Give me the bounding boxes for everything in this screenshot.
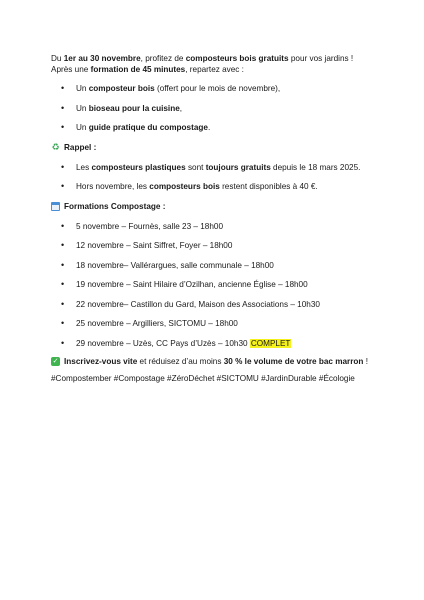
intro-paragraph (51, 53, 381, 75)
list-item: • 29 novembre – Uzès, CC Pays d’Uzès – 10h30 COMPLET (51, 338, 381, 349)
formations-list (51, 221, 381, 349)
list-item: • 22 novembre– Castillon du Gard, Maison des Associations – 10h30 (51, 299, 381, 310)
list-item: • Les composteurs plastiques sont toujours gratuits depuis le 18 mars 2025. (51, 162, 381, 173)
rappel-title: Rappel : (64, 142, 97, 152)
rappel-list (51, 162, 381, 193)
list-item: • 12 novembre – Saint Siffret, Foyer – 18h00 (51, 240, 381, 251)
call-to-action: ✓ Inscrivez-vous vite et réduisez d’au moins 30 % le volume de votre bac marron ! (52, 357, 368, 366)
intro-offer: composteurs bois gratuits (185, 54, 289, 63)
formations-title: Formations Compostage : (64, 201, 166, 211)
intro-training: formation de 45 minutes (90, 65, 186, 74)
list-item: • 18 novembre– Vallérargues, salle communale – 18h00 (51, 260, 381, 271)
intro-text: , repartez avec : (185, 65, 244, 74)
kit-list (51, 83, 381, 133)
list-item: • Hors novembre, les composteurs bois restent disponibles à 40 €. (51, 181, 381, 192)
intro-dates: 1er au 30 novembre (63, 54, 141, 63)
list-item: • 19 novembre – Saint Hilaire d’Ozilhan, ancienne Église – 18h00 (51, 279, 381, 290)
list-item: • Un composteur bois (offert pour le mois de novembre), (51, 83, 381, 94)
rappel-heading (51, 142, 381, 153)
document-page (51, 53, 381, 384)
list-item: • 5 novembre – Fournès, salle 23 – 18h00 (51, 221, 381, 232)
intro-text: Après une (51, 65, 91, 74)
hashtags: #Compostember #Compostage #ZéroDéchet #SICTOMU #JardinDurable #Écologie (51, 374, 355, 383)
list-item: • 25 novembre – Argilliers, SICTOMU – 18h00 (51, 318, 381, 329)
intro-text: pour vos jardins ! (288, 54, 354, 63)
list-item: • Un bioseau pour la cuisine, (51, 103, 381, 114)
recycle-icon: ♻ (51, 141, 60, 152)
list-item: • Un guide pratique du compostage. (51, 122, 381, 133)
intro-text: Du (51, 54, 64, 63)
intro-text: , profitez de (140, 54, 186, 63)
check-icon: ✓ (52, 358, 59, 365)
complet-badge: COMPLET (250, 338, 291, 348)
calendar-icon (51, 202, 60, 211)
formations-heading (51, 201, 381, 212)
